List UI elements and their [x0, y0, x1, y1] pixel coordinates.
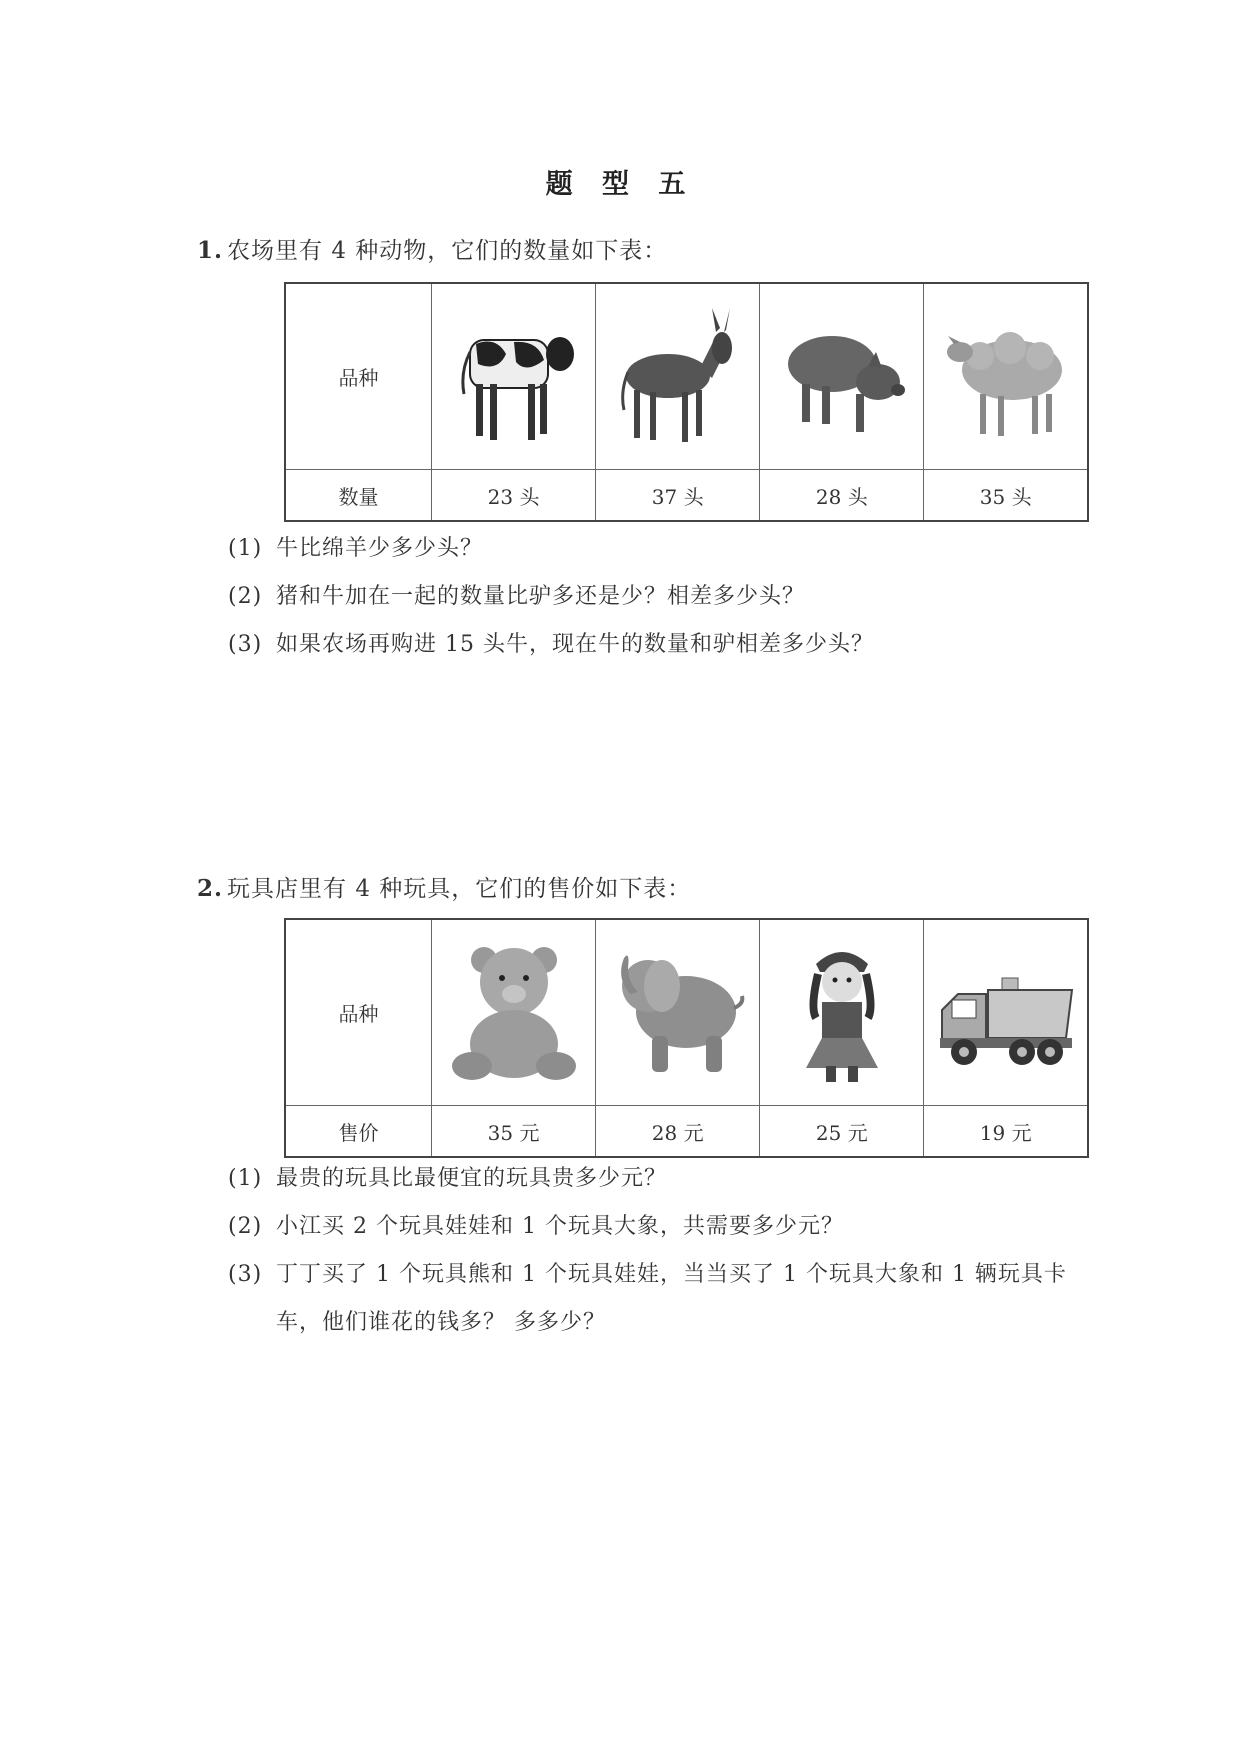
q2-sub-2-text: 小江买 2 个玩具娃娃和 1 个玩具大象，共需要多少元？: [276, 1214, 844, 1239]
cow-image: [432, 283, 596, 470]
question-1-number: 1.: [197, 237, 224, 264]
toy-truck-price: 19 元: [924, 1106, 1088, 1158]
q2-sub-3-text: 丁丁买了 1 个玩具熊和 1 个玩具娃娃，当当买了 1 个玩具大象和 1 辆玩具卡: [276, 1262, 1067, 1287]
q1-sub-1-text: 牛比绵羊少多少头？: [276, 536, 484, 561]
q2-sub-1-index: (1): [228, 1166, 263, 1191]
question-2-stem: [197, 870, 691, 903]
donkey-image: [596, 283, 760, 470]
q2-sub-3-text-continued: 车，他们谁花的钱多？ 多多少？: [276, 1310, 606, 1335]
question-2-number: 2.: [197, 875, 224, 902]
q2-sub-2-index: (2): [228, 1214, 263, 1239]
question-2-text: 玩具店里有 4 种玩具，它们的售价如下表：: [227, 876, 692, 902]
q2-subquestions: [228, 1155, 1148, 1347]
doll-image: [760, 919, 924, 1106]
row-label-kind: 品种: [285, 283, 432, 470]
donkey-count: 37 头: [596, 470, 760, 522]
q1-sub-2-text: 猪和牛加在一起的数量比驴多还是少？相差多少头？: [276, 584, 806, 609]
q1-sub-2-index: (2): [228, 584, 263, 609]
teddy-bear-price: 35 元: [432, 1106, 596, 1158]
pig-count: 28 头: [760, 470, 924, 522]
q1-sub-1-index: (1): [228, 536, 263, 561]
q2-sub-3: [228, 1251, 1148, 1347]
q1-subquestions: [228, 525, 1148, 669]
q2-sub-3-index: (3): [228, 1262, 263, 1287]
cow-count: 23 头: [432, 470, 596, 522]
q2-sub-1: [228, 1155, 1148, 1203]
q2-sub-2: [228, 1203, 1148, 1251]
row-label-price: 售价: [285, 1106, 432, 1158]
sheep-count: 35 头: [924, 470, 1088, 522]
toy-truck-image: [924, 919, 1088, 1106]
question-1-text: 农场里有 4 种动物，它们的数量如下表：: [227, 238, 668, 264]
toy-elephant-price: 28 元: [596, 1106, 760, 1158]
animal-count-table: [284, 282, 1089, 522]
doll-price: 25 元: [760, 1106, 924, 1158]
q1-sub-2: [228, 573, 1148, 621]
sheep-image: [924, 283, 1088, 470]
teddy-bear-image: [432, 919, 596, 1106]
row-label-kind-2: 品种: [285, 919, 432, 1106]
q1-sub-3-index: (3): [228, 632, 263, 657]
toy-elephant-image: [596, 919, 760, 1106]
toy-price-table: [284, 918, 1089, 1158]
row-label-count: 数量: [285, 470, 432, 522]
pig-image: [760, 283, 924, 470]
page-title: 题 型 五: [545, 169, 696, 200]
q2-sub-1-text: 最贵的玩具比最便宜的玩具贵多少元？: [276, 1166, 668, 1191]
question-1-stem: [197, 232, 667, 265]
q1-sub-1: [228, 525, 1148, 573]
q1-sub-3: [228, 621, 1148, 669]
q1-sub-3-text: 如果农场再购进 15 头牛，现在牛的数量和驴相差多少头？: [276, 632, 874, 657]
